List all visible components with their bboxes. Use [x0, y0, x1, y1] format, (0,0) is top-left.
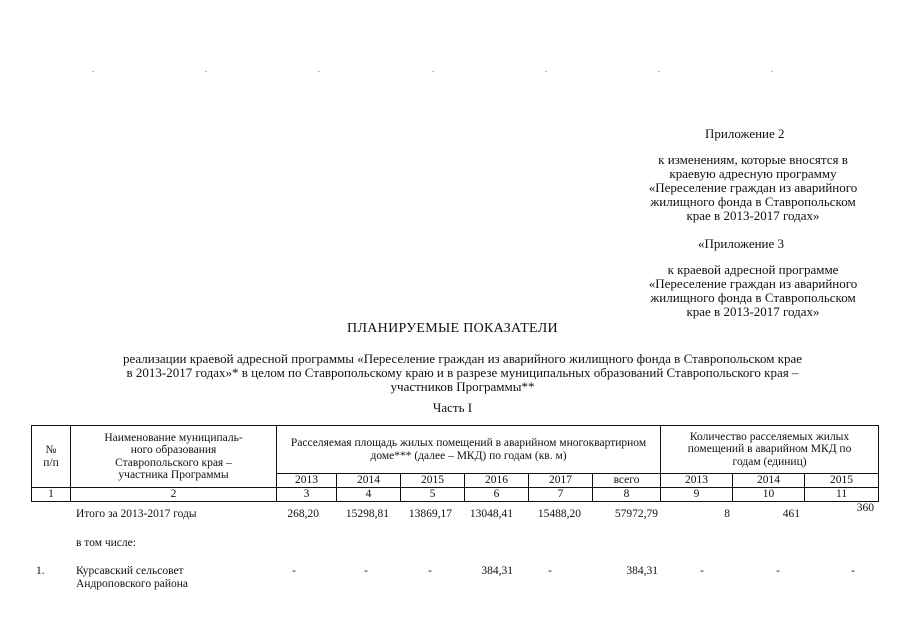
- row-1-count-2014: -: [776, 565, 780, 577]
- document-subtitle: реализации краевой адресной программы «Переселение граждан из аварийного жилищного фонда в Ставропольском крае в 2013-2017 годах»* в целом по Ставропольскому краю и в разрезе муниципальных образований Ставропольского края – участников Программы**: [122, 351, 803, 394]
- column-number-cell: 2: [71, 488, 277, 502]
- header-year-cell: 2013: [277, 474, 337, 488]
- indicators-table-header: [31, 425, 879, 502]
- column-number-cell: 11: [805, 488, 879, 502]
- header-year-cell: 2017: [529, 474, 593, 488]
- column-number-cell: 5: [401, 488, 465, 502]
- total-value-2014: 15298,81: [345, 508, 389, 520]
- total-value-all: 57972,79: [614, 508, 658, 520]
- row-1-count-2015: -: [851, 565, 855, 577]
- total-count-2014: 461: [782, 508, 800, 520]
- header-year-cell: 2013: [661, 474, 733, 488]
- header-number: № п/п: [32, 426, 71, 488]
- header-year-cell: 2016: [465, 474, 529, 488]
- total-value-2015: 13869,17: [408, 508, 452, 520]
- appendix-3-text: к краевой адресной программе «Переселение граждан из аварийного жилищного фонда в Ставропольском крае в 2013-2017 годах»: [648, 262, 858, 319]
- row-1-value-2016: 384,31: [481, 565, 513, 577]
- column-number-cell: 7: [529, 488, 593, 502]
- appendix-2-title: Приложение 2: [705, 126, 785, 141]
- row-1-value-all: 384,31: [626, 565, 658, 577]
- total-row-label: Итого за 2013-2017 годы: [76, 508, 197, 520]
- header-total-cell: всего: [593, 474, 661, 488]
- appendix-3-title: «Приложение 3: [698, 236, 785, 251]
- row-1-count-2013: -: [700, 565, 704, 577]
- header-year-cell: 2014: [733, 474, 805, 488]
- header-municipality: Наименование муниципаль- ного образования Ставропольского края – участника Программы: [71, 426, 277, 488]
- header-year-cell: 2015: [805, 474, 879, 488]
- header-year-cell: 2015: [401, 474, 465, 488]
- header-year-cell: 2014: [337, 474, 401, 488]
- header-count: Количество расселяемых жилых помещений в аварийном МКД по годам (единиц): [661, 426, 879, 474]
- row-1-number: 1.: [36, 565, 45, 577]
- row-1-value-2013: -: [292, 565, 296, 577]
- column-number-cell: 6: [465, 488, 529, 502]
- column-number-cell: 10: [733, 488, 805, 502]
- document-title: ПЛАНИРУЕМЫЕ ПОКАЗАТЕЛИ: [347, 321, 558, 336]
- total-count-2015: 360: [856, 502, 874, 514]
- appendix-2-text: к изменениям, которые вносятся в краевую адресную программу «Переселение граждан из аварийного жилищного фонда в Ставропольском крае в 2013-2017 годах»: [648, 152, 858, 223]
- row-1-value-2015: -: [428, 565, 432, 577]
- column-number-cell: 4: [337, 488, 401, 502]
- row-1-value-2014: -: [364, 565, 368, 577]
- row-1-value-2017: -: [548, 565, 552, 577]
- column-number-cell: 3: [277, 488, 337, 502]
- including-label: в том числе:: [76, 537, 136, 549]
- total-value-2013: 268,20: [287, 508, 319, 520]
- total-value-2017: 15488,20: [537, 508, 581, 520]
- total-count-2013: 8: [724, 508, 730, 520]
- part-label: Часть I: [432, 400, 473, 415]
- column-number-cell: 1: [32, 488, 71, 502]
- total-value-2016: 13048,41: [469, 508, 513, 520]
- column-number-cell: 9: [661, 488, 733, 502]
- column-number-cell: 8: [593, 488, 661, 502]
- header-area: Расселяемая площадь жилых помещений в аварийном многоквартирном доме*** (далее – МКД) по годам (кв. м): [277, 426, 661, 474]
- row-1-label: Курсавский сельсовет Андроповского района: [76, 565, 189, 590]
